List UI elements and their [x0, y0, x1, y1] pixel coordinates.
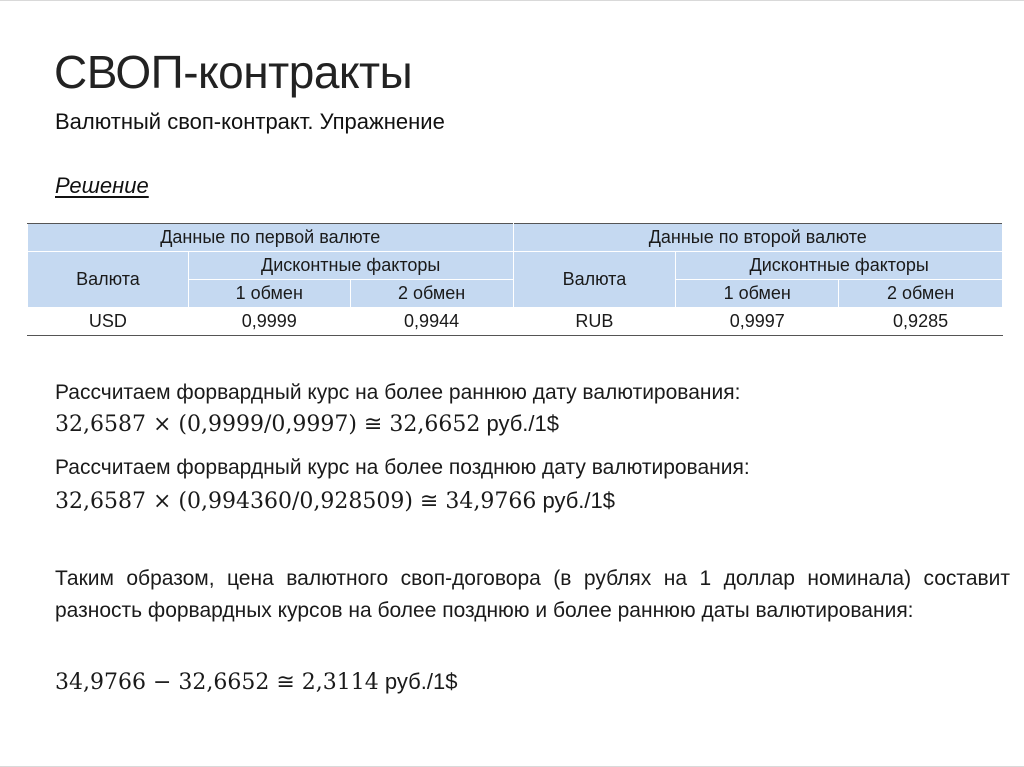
rub-df-exchange-1: 0,9997	[676, 308, 839, 336]
later-date-formula-unit: руб./1$	[542, 488, 615, 513]
swap-price-formula	[55, 667, 457, 698]
exchange-1-header-second: 1 обмен	[676, 280, 839, 308]
swap-price-formula-unit: руб./1$	[384, 669, 458, 694]
later-date-text: Рассчитаем форвардный курс на более позднюю дату валютирования:	[55, 456, 750, 479]
solution-label: Решение	[55, 173, 149, 198]
currency-header-2: Валюта	[513, 252, 676, 308]
slide-subtitle: Валютный своп-контракт. Упражнение	[55, 109, 445, 134]
table-row	[28, 308, 1003, 336]
currency-cell-rub: RUB	[513, 308, 676, 336]
discount-factors-table	[27, 223, 1003, 336]
slide-title: СВОП-контракты	[54, 46, 413, 98]
discount-factors-header-2: Дисконтные факторы	[676, 252, 1003, 280]
table-group-header-row	[28, 224, 1003, 252]
earlier-date-text: Рассчитаем форвардный курс на более раннюю дату валютирования:	[55, 381, 741, 404]
swap-price-formula-math: 34,9766 − 32,6652 ≅ 2,3114	[55, 670, 379, 695]
rub-df-exchange-2: 0,9285	[839, 308, 1003, 336]
currency-cell-usd: USD	[28, 308, 189, 336]
exchange-2-header-second: 2 обмен	[839, 280, 1003, 308]
conclusion-text: Таким образом, цена валютного своп-договора (в рублях на 1 доллар номинала) составит разность форвардных курсов на более позднюю и более раннюю даты валютирования:	[55, 567, 1010, 622]
earlier-date-formula-math: 32,6587 × (0,9999/0,9997) ≅ 32,6652	[55, 412, 481, 437]
later-date-formula	[55, 486, 615, 517]
later-date-formula-math: 32,6587 × (0,994360/0,928509) ≅ 34,9766	[55, 489, 537, 514]
table-subheader-row	[28, 252, 1003, 280]
exchange-2-header-first: 2 обмен	[350, 280, 513, 308]
discount-factors-header-1: Дисконтные факторы	[188, 252, 513, 280]
currency-header-1: Валюта	[28, 252, 189, 308]
earlier-date-formula	[55, 409, 559, 440]
top-border	[0, 0, 1024, 1]
usd-df-exchange-1: 0,9999	[188, 308, 350, 336]
usd-df-exchange-2: 0,9944	[350, 308, 513, 336]
exchange-1-header-first: 1 обмен	[188, 280, 350, 308]
second-currency-header: Данные по второй валюте	[513, 224, 1003, 252]
earlier-date-formula-unit: руб./1$	[486, 411, 559, 436]
first-currency-header: Данные по первой валюте	[28, 224, 514, 252]
